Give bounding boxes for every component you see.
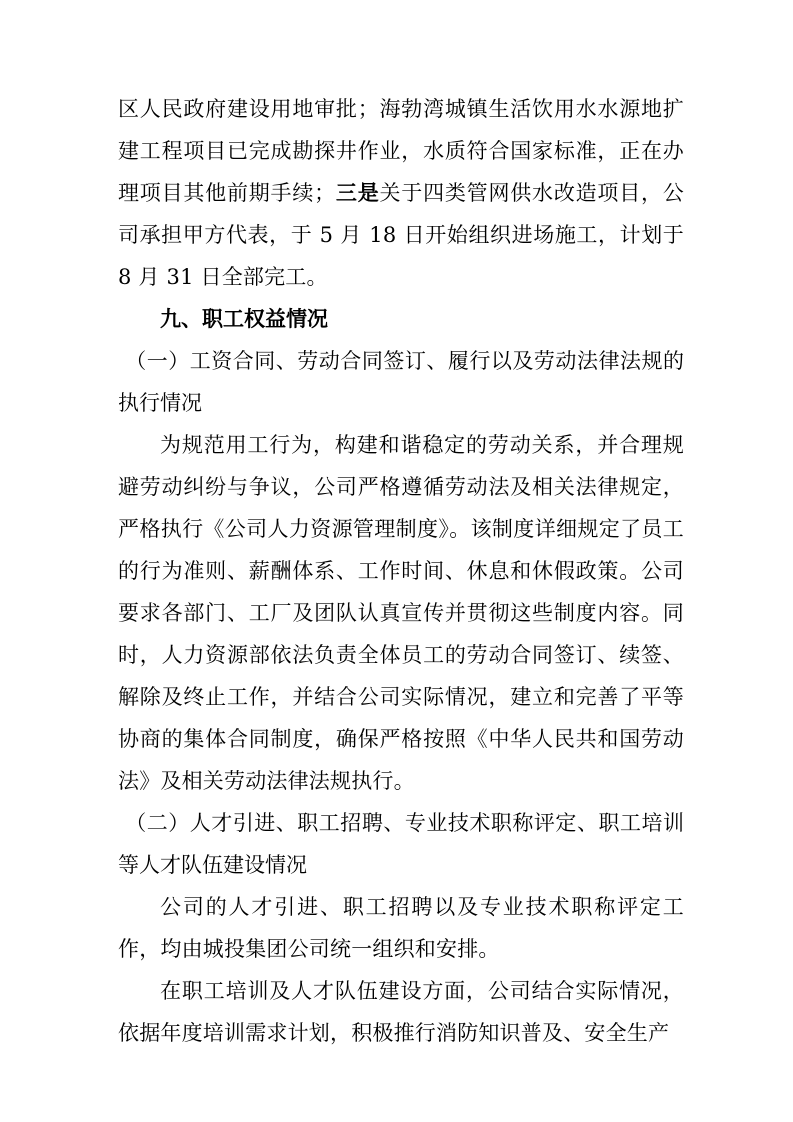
paragraph-labor-contract: 为规范用工行为，构建和谐稳定的劳动关系，并合理规避劳动纠纷与争议，公司严格遵循劳动法及相关法律规定，严格执行《公司人力资源管理制度》。该制度详细规定了员工的行为准则、薪酬体系、工作时间、休息和休假政策。公司要求各部门、工厂及团队认真宣传并贯彻这些制度内容。同时，人力资源部依法负责全体员工的劳动合同签订、续签、解除及终止工作，并结合公司实际情况，建立和完善了平等协商的集体合同制度，确保严格按照《中华人民共和国劳动法》及相关劳动法律法规执行。 — [118, 433, 684, 793]
text-run-bold: 三是 — [335, 180, 380, 205]
sub-heading-text: （一）工资合同、劳动合同签订、履行以及劳动法律法规的执行情况 — [118, 349, 684, 415]
paragraph-training: 在职工培训及人才队伍建设方面，公司结合实际情况，依据年度培训需求计划，积极推行消防知识普及、安全生产 — [118, 979, 684, 1045]
sub-section-heading-one — [118, 340, 684, 424]
sub-heading-text: （二）人才引进、职工招聘、专业技术职称评定、职工培训等人才队伍建设情况 — [118, 811, 684, 877]
text-run: 关于四类管网供水改造项目，公司承担甲方代表，于 5 月 18 日开始组织进场施工，计划于 8 月 31 日全部完工。 — [118, 181, 685, 289]
sub-section-heading-two — [118, 802, 684, 886]
document-body — [118, 88, 684, 1054]
paragraph-continued — [118, 88, 684, 298]
paragraph-talent-intro: 公司的人才引进、职工招聘以及专业技术职称评定工作，均由城投集团公司统一组织和安排。 — [118, 895, 684, 961]
text-run: 区人民政府建设用地审批；海勃湾城镇生活饮用水水源地扩建工程项目已完成勘探井作业，水质符合国家标准，正在办理项目其他前期手续； — [118, 97, 684, 205]
section-heading-nine: 九、职工权益情况 — [160, 306, 328, 331]
